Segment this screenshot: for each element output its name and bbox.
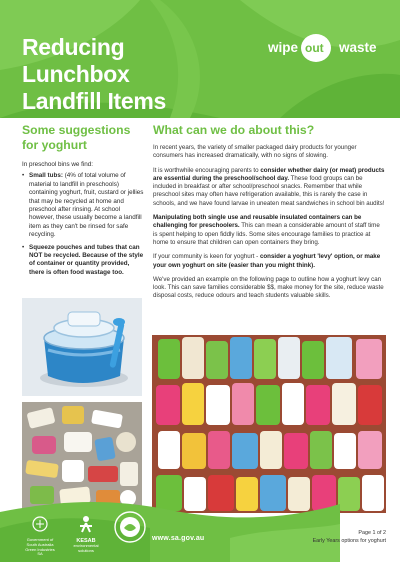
p2-part-b: consider whether dairy (or meat) products are essential during the preschool/school day. [153, 166, 385, 182]
kesab-subtext: environmental solutions [73, 543, 99, 553]
pouch-row-2 [156, 383, 382, 425]
suggestion-list [22, 172, 144, 277]
government-text: Government of South Australia [26, 537, 54, 547]
page-info [313, 529, 386, 545]
p4-part-b: consider a yoghurt 'levy' option, or make your own yoghurt on site (easier than you might think). [153, 253, 381, 269]
p3-part-a: Manipulating both single use and reusable insulated containers can be challenging for preschoolers. [153, 214, 362, 230]
left-intro: In preschool bins we find: [22, 161, 94, 168]
paragraph-2 [153, 167, 385, 208]
badge-seal-icon [113, 510, 147, 544]
government-logo [22, 515, 58, 557]
paragraph-4 [153, 253, 385, 270]
kesab-logo [70, 515, 102, 553]
government-subtext: Green Industries SA [25, 546, 55, 557]
bin-illustration [22, 402, 142, 512]
title-line-2: Lunchbox [22, 61, 130, 87]
title-line-3: Landfill Items [22, 88, 167, 114]
wipe-out-waste-logo [268, 34, 386, 62]
logo-word-out: out [305, 41, 324, 55]
bin-contents-photo [22, 402, 142, 512]
left-heading: Some suggestions for yoghurt [22, 123, 131, 152]
crest-icon [22, 515, 58, 533]
right-column [153, 123, 385, 307]
list-item [22, 172, 144, 239]
p2-part-a: It is worthwhile encouraging parents to [153, 166, 261, 174]
right-heading: What can we do about this? [153, 123, 315, 137]
left-column [22, 123, 144, 281]
paragraph-1: In recent years, the variety of smaller packaged dairy products for younger consumers has increased dramatically, with no signs of slowing. [153, 144, 357, 160]
logo-word-waste: waste [339, 40, 377, 55]
p4-part-a: If your community is keen for yoghurt - [153, 253, 260, 261]
bullet-text: (4% of total volume of material to landfill in preschools) containing yoghurt, fruit, custard or jellies that may be recycled at home and preschool after rinsing. At school however, these usually become a landfill item as they can't be rinsed for safe recycling. [29, 172, 144, 239]
page-number: Page 1 of 2 [358, 530, 386, 536]
title-line-1: Reducing [22, 34, 125, 60]
container-illustration [22, 298, 142, 396]
yoghurt-container-photo [22, 298, 142, 396]
pouch-row-1 [158, 337, 382, 379]
website-url[interactable]: www.sa.gov.au [152, 535, 205, 542]
logo-word-wipe: wipe [268, 40, 299, 55]
pouch-row-3 [158, 431, 382, 469]
paragraph-3 [153, 214, 385, 247]
header-band [0, 0, 400, 118]
pouches-illustration [152, 335, 386, 513]
page-title [22, 34, 222, 115]
kesab-figure-icon [70, 515, 102, 533]
p2-part-c: These food groups can be included in breakfast or after school/preschool snacks. Remember that while preschool sites may often have refrigeration available, this is rarely the case in schools, and we have found larvae in uneaten meat sandwiches in school bin audits! [153, 174, 385, 207]
list-item [22, 244, 144, 278]
paragraph-5: We've provided an example on the following page to outline how a yoghurt levy can look. This can save families considerable $$, make money for the site, reduce waste disposal costs, reduce odours and teach students valuable skills. [153, 275, 384, 300]
squeeze-pouches-photo [152, 335, 386, 513]
bullet-strong: Small tubs: [29, 172, 63, 180]
kesab-text: KESAB [76, 538, 96, 544]
bullet-strong: Squeeze pouches and tubes that can NOT be recycled. Because of the style of container or quantity provided, there is often food wastage too. [29, 243, 144, 276]
document-subtitle: Early Years options for yoghurt [312, 538, 386, 544]
p3-part-b: This can mean a considerable amount of staff time is spent helping to open fiddly lids. Some sites encourage families to practice at home to ensure that children can open containers they bring. [153, 222, 380, 246]
